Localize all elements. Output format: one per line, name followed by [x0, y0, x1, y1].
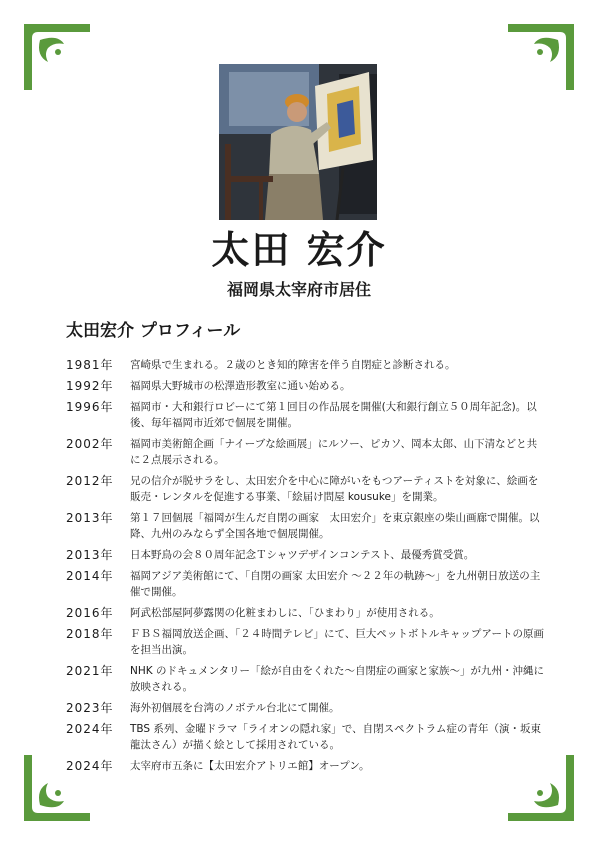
timeline-text: 第１７回個展「福岡が生んだ自閉の画家 太田宏介」を東京銀座の柴山画廊で開催。以降、九州のみならず全国各地で個展開催。	[130, 512, 540, 540]
timeline-year: 2013年	[66, 548, 114, 562]
timeline-entry	[66, 357, 546, 373]
timeline-entry	[66, 399, 546, 431]
timeline-year: 2023年	[66, 701, 114, 715]
profile-timeline	[66, 357, 546, 779]
timeline-entry	[66, 378, 546, 394]
timeline-entry	[66, 721, 546, 753]
timeline-entry	[66, 626, 546, 658]
timeline-text: 太宰府市五条に【太田宏介アトリエ館】オープン。	[130, 760, 370, 772]
timeline-entry	[66, 605, 546, 621]
profile-heading: 太田宏介 プロフィール	[66, 321, 241, 341]
timeline-text: 宮崎県で生まれる。２歳のとき知的障害を伴う自閉症と診断される。	[130, 359, 456, 371]
timeline-text: 海外初個展を台湾のノボテル台北にて開催。	[130, 702, 340, 714]
timeline-entry	[66, 758, 546, 774]
timeline-entry	[66, 568, 546, 600]
timeline-year: 1981年	[66, 358, 114, 372]
timeline-text: 福岡アジア美術館にて、「自閉の画家 太田宏介 ～２２年の軌跡～」を九州朝日放送の主催で開催。	[130, 570, 541, 598]
corner-ornament-icon	[18, 18, 96, 96]
timeline-year: 2014年	[66, 569, 114, 583]
timeline-year: 1996年	[66, 400, 114, 414]
timeline-year: 2018年	[66, 627, 114, 641]
timeline-year: 2013年	[66, 511, 114, 525]
timeline-entry	[66, 547, 546, 563]
corner-ornament-icon	[502, 18, 580, 96]
artist-name: 太田 宏介	[211, 228, 387, 272]
timeline-text: 阿武松部屋阿夢露関の化粧まわしに、「ひまわり」が使用される。	[130, 607, 440, 619]
timeline-year: 2021年	[66, 664, 114, 678]
timeline-entry	[66, 700, 546, 716]
timeline-year: 2024年	[66, 759, 114, 773]
artist-residence: 福岡県太宰府市居住	[226, 280, 371, 299]
artist-photo	[219, 64, 377, 220]
timeline-text: ＦＢＳ福岡放送企画、「２４時間テレビ」にて、巨大ペットボトルキャップアートの原画を担当出演。	[130, 628, 545, 656]
timeline-year: 2024年	[66, 722, 114, 736]
timeline-entry	[66, 663, 546, 695]
timeline-text: 兄の信介が脱サラをし、太田宏介を中心に障がいをもつアーティストを対象に、絵画を販売・レンタルを促進する事業、「絵届け問屋 kousuke」を開業。	[130, 475, 539, 503]
timeline-text: 福岡市美術館企画「ナイーブな絵画展」にルソー、ピカソ、岡本太郎、山下清などと共に２点展示される。	[130, 438, 538, 466]
timeline-text: 福岡市・大和銀行ロビーにて第１回目の作品展を開催(大和銀行創立５０周年記念)。以後、毎年福岡市近郊で個展を開催。	[130, 401, 537, 429]
timeline-year: 2002年	[66, 437, 114, 451]
timeline-text: TBS 系列、金曜ドラマ「ライオンの隠れ家」で、自閉スペクトラム症の青年（演・坂東龍汰さん）が描く絵として採用されている。	[130, 723, 541, 751]
timeline-year: 2016年	[66, 606, 114, 620]
timeline-text: 日本野鳥の会８０周年記念Ｔシャツデザインコンテスト、最優秀賞受賞。	[130, 549, 475, 561]
timeline-year: 1992年	[66, 379, 114, 393]
timeline-entry	[66, 510, 546, 542]
timeline-text: NHK のドキュメンタリー「絵が自由をくれた～自閉症の画家と家族～」が九州・沖縄に放映される。	[130, 665, 545, 693]
timeline-text: 福岡県大野城市の松澤造形教室に通い始める。	[130, 380, 351, 392]
timeline-entry	[66, 473, 546, 505]
timeline-year: 2012年	[66, 474, 114, 488]
timeline-entry	[66, 436, 546, 468]
